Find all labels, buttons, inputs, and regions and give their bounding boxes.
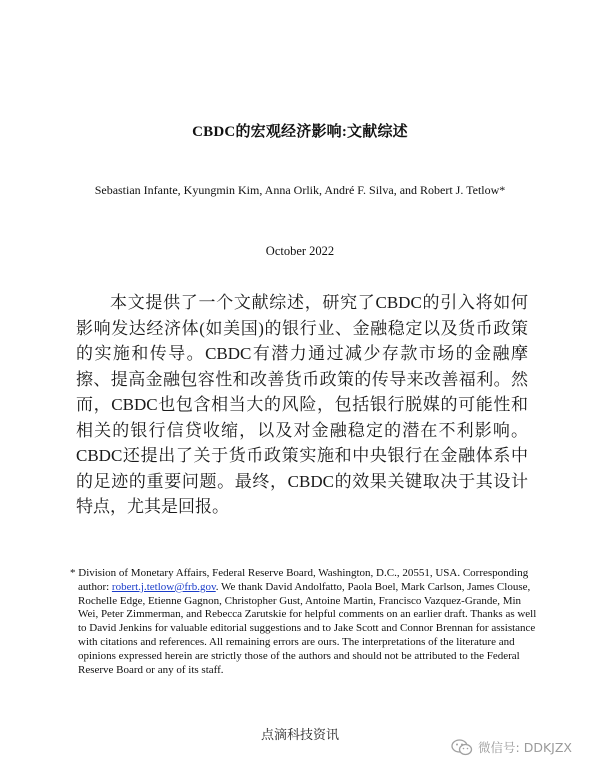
publication-date: October 2022: [265, 244, 335, 258]
page-footer: 点滴科技资讯: [260, 727, 339, 742]
author-footnote: [70, 567, 538, 677]
watermark-text: 微信号: DDKJZX: [478, 740, 572, 755]
footnote-text-before-email: Division of Monetary Affairs, Federal Reserve Board, Washington, D.C., 20551, USA. Corresponding author:: [78, 567, 529, 593]
footnote-marker: *: [70, 567, 76, 579]
wechat-icon: [451, 739, 473, 756]
wechat-watermark: [451, 738, 572, 756]
paper-title: CBDC的宏观经济影响:文献综述: [192, 124, 408, 140]
abstract-paragraph: 本文提供了一个文献综述，研究了CBDC的引入将如何影响发达经济体(如美国)的银行业、金融稳定以及货币政策的实施和传导。CBDC有潜力通过减少存款市场的金融摩擦、提高金融包容性和改善货币政策的传导来改善福利。然而，CBDC也包含相当大的风险，包括银行脱媒的可能性和相关的银行信贷收缩，以及对金融稳定的潜在不利影响。CBDC还提出了关于货币政策实施和中央银行在金融体系中的足迹的重要问题。最终，CBDC的效果关键取决于其设计特点，尤其是回报。: [76, 293, 528, 516]
author-email-link[interactable]: robert.j.tetlow@frb.gov: [111, 580, 216, 593]
footnote-text-after-email: . We thank David Andolfatto, Paola Boel, Mark Carlson, James Clouse, Rochelle Edge, Etienne Gagnon, Christopher Gust, Antoine Martin, Francisco Vazquez-Grande, Min Wei, Peter Zimmerman, and Rebecca Zarutskie for helpful comments on an earlier draft. Thanks as well to David Jenkins for valuable editorial suggestions and to Jake Scott and Connor Brennan for assistance with citations and references. All remaining errors are ours. The interpretations of the literature and opinions expressed herein are strictly those of the authors and should not be attributed to the Federal Reserve Board or any of its staff.: [78, 580, 537, 676]
author-list: Sebastian Infante, Kyungmin Kim, Anna Orlik, André F. Silva, and Robert J. Tetlow*: [94, 183, 506, 197]
